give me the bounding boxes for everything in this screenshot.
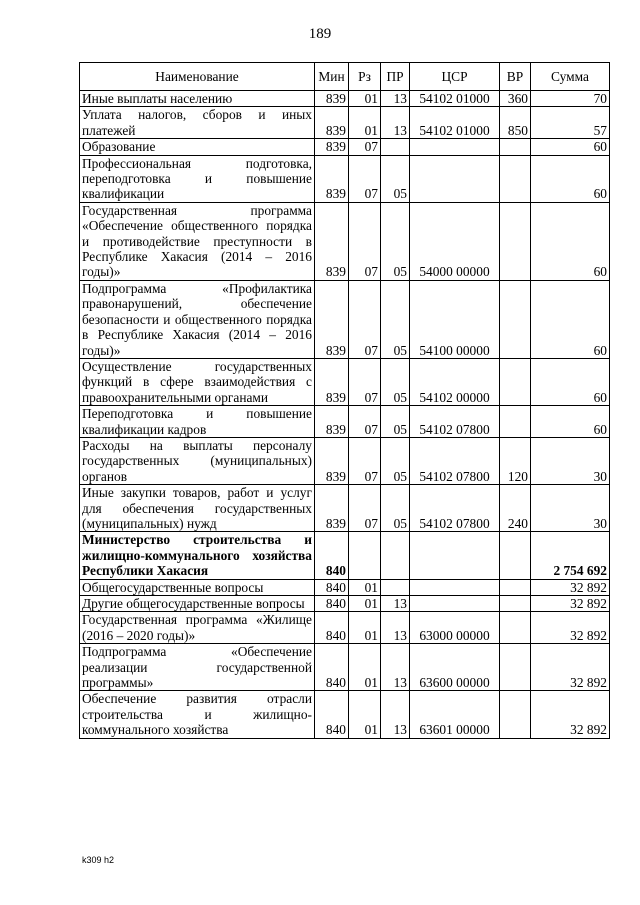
cell-sum: 32 892 <box>531 579 610 595</box>
table-row <box>80 596 610 612</box>
cell-csr: 54102 01000 <box>410 107 500 139</box>
cell-vr <box>500 280 531 358</box>
cell-pr: 05 <box>381 202 410 280</box>
cell-name: Обеспечение развития отрасли строительства и жилищно-коммунального хозяйства <box>80 691 315 738</box>
cell-pr: 13 <box>381 612 410 644</box>
cell-name: Государственная программа «Обеспечение общественного порядка и противодействие преступности в Республике Хакасия (2014 – 2016 годы)» <box>80 202 315 280</box>
cell-sum: 60 <box>531 202 610 280</box>
table-row <box>80 612 610 644</box>
cell-pr <box>381 139 410 155</box>
cell-rz: 01 <box>349 91 381 107</box>
cell-sum: 30 <box>531 437 610 484</box>
cell-csr: 54102 01000 <box>410 91 500 107</box>
cell-min: 840 <box>315 532 349 579</box>
cell-name: Подпрограмма «Профилактика правонарушений, обеспечение безопасности и общественного порядка в Республике Хакасия (2014 – 2016 годы)» <box>80 280 315 358</box>
cell-rz: 01 <box>349 691 381 738</box>
cell-min: 839 <box>315 485 349 532</box>
cell-pr: 05 <box>381 406 410 438</box>
table-row <box>80 691 610 738</box>
cell-csr: 54102 07800 <box>410 437 500 484</box>
cell-pr: 13 <box>381 644 410 691</box>
cell-pr: 13 <box>381 107 410 139</box>
cell-csr <box>410 596 500 612</box>
cell-vr <box>500 532 531 579</box>
table-row <box>80 139 610 155</box>
cell-sum: 2 754 692 <box>531 532 610 579</box>
cell-name: Осуществление государственных функций в сфере взаимодействия с правоохранительными органами <box>80 358 315 405</box>
cell-csr: 54102 00000 <box>410 358 500 405</box>
column-header-pr: ПР <box>381 63 410 91</box>
cell-name: Государственная программа «Жилище (2016 – 2020 годы)» <box>80 612 315 644</box>
cell-csr: 54102 07800 <box>410 485 500 532</box>
cell-min: 840 <box>315 644 349 691</box>
cell-name: Иные выплаты населению <box>80 91 315 107</box>
column-header-vr: ВР <box>500 63 531 91</box>
table-row <box>80 280 610 358</box>
cell-min: 839 <box>315 107 349 139</box>
cell-name: Переподготовка и повышение квалификации кадров <box>80 406 315 438</box>
cell-pr: 13 <box>381 91 410 107</box>
cell-pr: 05 <box>381 485 410 532</box>
cell-sum: 32 892 <box>531 691 610 738</box>
cell-csr: 54102 07800 <box>410 406 500 438</box>
cell-rz: 01 <box>349 579 381 595</box>
cell-sum: 70 <box>531 91 610 107</box>
cell-min: 839 <box>315 406 349 438</box>
cell-pr <box>381 532 410 579</box>
cell-csr <box>410 155 500 202</box>
cell-min: 839 <box>315 437 349 484</box>
cell-sum: 32 892 <box>531 596 610 612</box>
cell-csr: 54000 00000 <box>410 202 500 280</box>
cell-pr: 05 <box>381 280 410 358</box>
cell-csr: 63601 00000 <box>410 691 500 738</box>
cell-vr <box>500 691 531 738</box>
cell-csr: 63600 00000 <box>410 644 500 691</box>
table-row <box>80 644 610 691</box>
cell-name: Другие общегосударственные вопросы <box>80 596 315 612</box>
cell-name: Подпрограмма «Обеспечение реализации государственной программы» <box>80 644 315 691</box>
cell-rz: 07 <box>349 406 381 438</box>
table-row <box>80 107 610 139</box>
cell-vr <box>500 596 531 612</box>
cell-min: 840 <box>315 612 349 644</box>
cell-pr: 05 <box>381 437 410 484</box>
cell-sum: 32 892 <box>531 644 610 691</box>
cell-rz: 07 <box>349 139 381 155</box>
cell-csr <box>410 139 500 155</box>
cell-min: 840 <box>315 691 349 738</box>
cell-rz: 07 <box>349 485 381 532</box>
page-number: 189 <box>308 26 332 42</box>
cell-pr: 13 <box>381 691 410 738</box>
column-header-min: Мин <box>315 63 349 91</box>
cell-sum: 60 <box>531 155 610 202</box>
cell-vr: 360 <box>500 91 531 107</box>
column-header-csr: ЦСР <box>410 63 500 91</box>
cell-min: 840 <box>315 596 349 612</box>
cell-name: Иные закупки товаров, работ и услуг для обеспечения государственных (муниципальных) нужд <box>80 485 315 532</box>
table-row <box>80 358 610 405</box>
table-row <box>80 202 610 280</box>
cell-vr: 120 <box>500 437 531 484</box>
cell-rz <box>349 532 381 579</box>
cell-vr: 850 <box>500 107 531 139</box>
cell-vr <box>500 202 531 280</box>
cell-min: 839 <box>315 91 349 107</box>
budget-table <box>79 62 610 739</box>
cell-sum: 60 <box>531 406 610 438</box>
cell-rz: 01 <box>349 644 381 691</box>
cell-min: 840 <box>315 579 349 595</box>
cell-rz: 01 <box>349 612 381 644</box>
table-row <box>80 406 610 438</box>
cell-sum: 60 <box>531 280 610 358</box>
cell-min: 839 <box>315 155 349 202</box>
cell-csr <box>410 579 500 595</box>
table-body <box>80 91 610 739</box>
cell-vr <box>500 358 531 405</box>
cell-name: Образование <box>80 139 315 155</box>
table-row <box>80 91 610 107</box>
cell-vr <box>500 644 531 691</box>
cell-rz: 01 <box>349 107 381 139</box>
cell-rz: 01 <box>349 596 381 612</box>
cell-sum: 60 <box>531 358 610 405</box>
cell-rz: 07 <box>349 155 381 202</box>
cell-sum: 30 <box>531 485 610 532</box>
footer-code: k309 h2 <box>82 855 115 865</box>
table-row <box>80 437 610 484</box>
cell-pr: 05 <box>381 358 410 405</box>
cell-name: Общегосударственные вопросы <box>80 579 315 595</box>
cell-csr: 54100 00000 <box>410 280 500 358</box>
cell-vr: 240 <box>500 485 531 532</box>
cell-rz: 07 <box>349 358 381 405</box>
cell-vr <box>500 612 531 644</box>
cell-pr: 05 <box>381 155 410 202</box>
cell-rz: 07 <box>349 280 381 358</box>
cell-name: Расходы на выплаты персоналу государственных (муниципальных) органов <box>80 437 315 484</box>
cell-sum: 32 892 <box>531 612 610 644</box>
cell-csr <box>410 532 500 579</box>
table-row <box>80 485 610 532</box>
column-header-rz: Рз <box>349 63 381 91</box>
cell-vr <box>500 155 531 202</box>
cell-vr <box>500 579 531 595</box>
cell-pr <box>381 579 410 595</box>
cell-rz: 07 <box>349 437 381 484</box>
cell-pr: 13 <box>381 596 410 612</box>
table-header-row <box>80 63 610 91</box>
cell-name: Профессиональная подготовка, переподготовка и повышение квалификации <box>80 155 315 202</box>
cell-min: 839 <box>315 280 349 358</box>
table-row <box>80 579 610 595</box>
cell-csr: 63000 00000 <box>410 612 500 644</box>
cell-name: Уплата налогов, сборов и иных платежей <box>80 107 315 139</box>
cell-rz: 07 <box>349 202 381 280</box>
cell-sum: 60 <box>531 139 610 155</box>
column-header-sum: Сумма <box>531 63 610 91</box>
table-row <box>80 532 610 579</box>
cell-min: 839 <box>315 358 349 405</box>
cell-vr <box>500 406 531 438</box>
column-header-name: Наименование <box>80 63 315 91</box>
cell-sum: 57 <box>531 107 610 139</box>
cell-min: 839 <box>315 139 349 155</box>
table-row <box>80 155 610 202</box>
cell-min: 839 <box>315 202 349 280</box>
cell-vr <box>500 139 531 155</box>
cell-name: Министерство строительства и жилищно-коммунального хозяйства Республики Хакасия <box>80 532 315 579</box>
